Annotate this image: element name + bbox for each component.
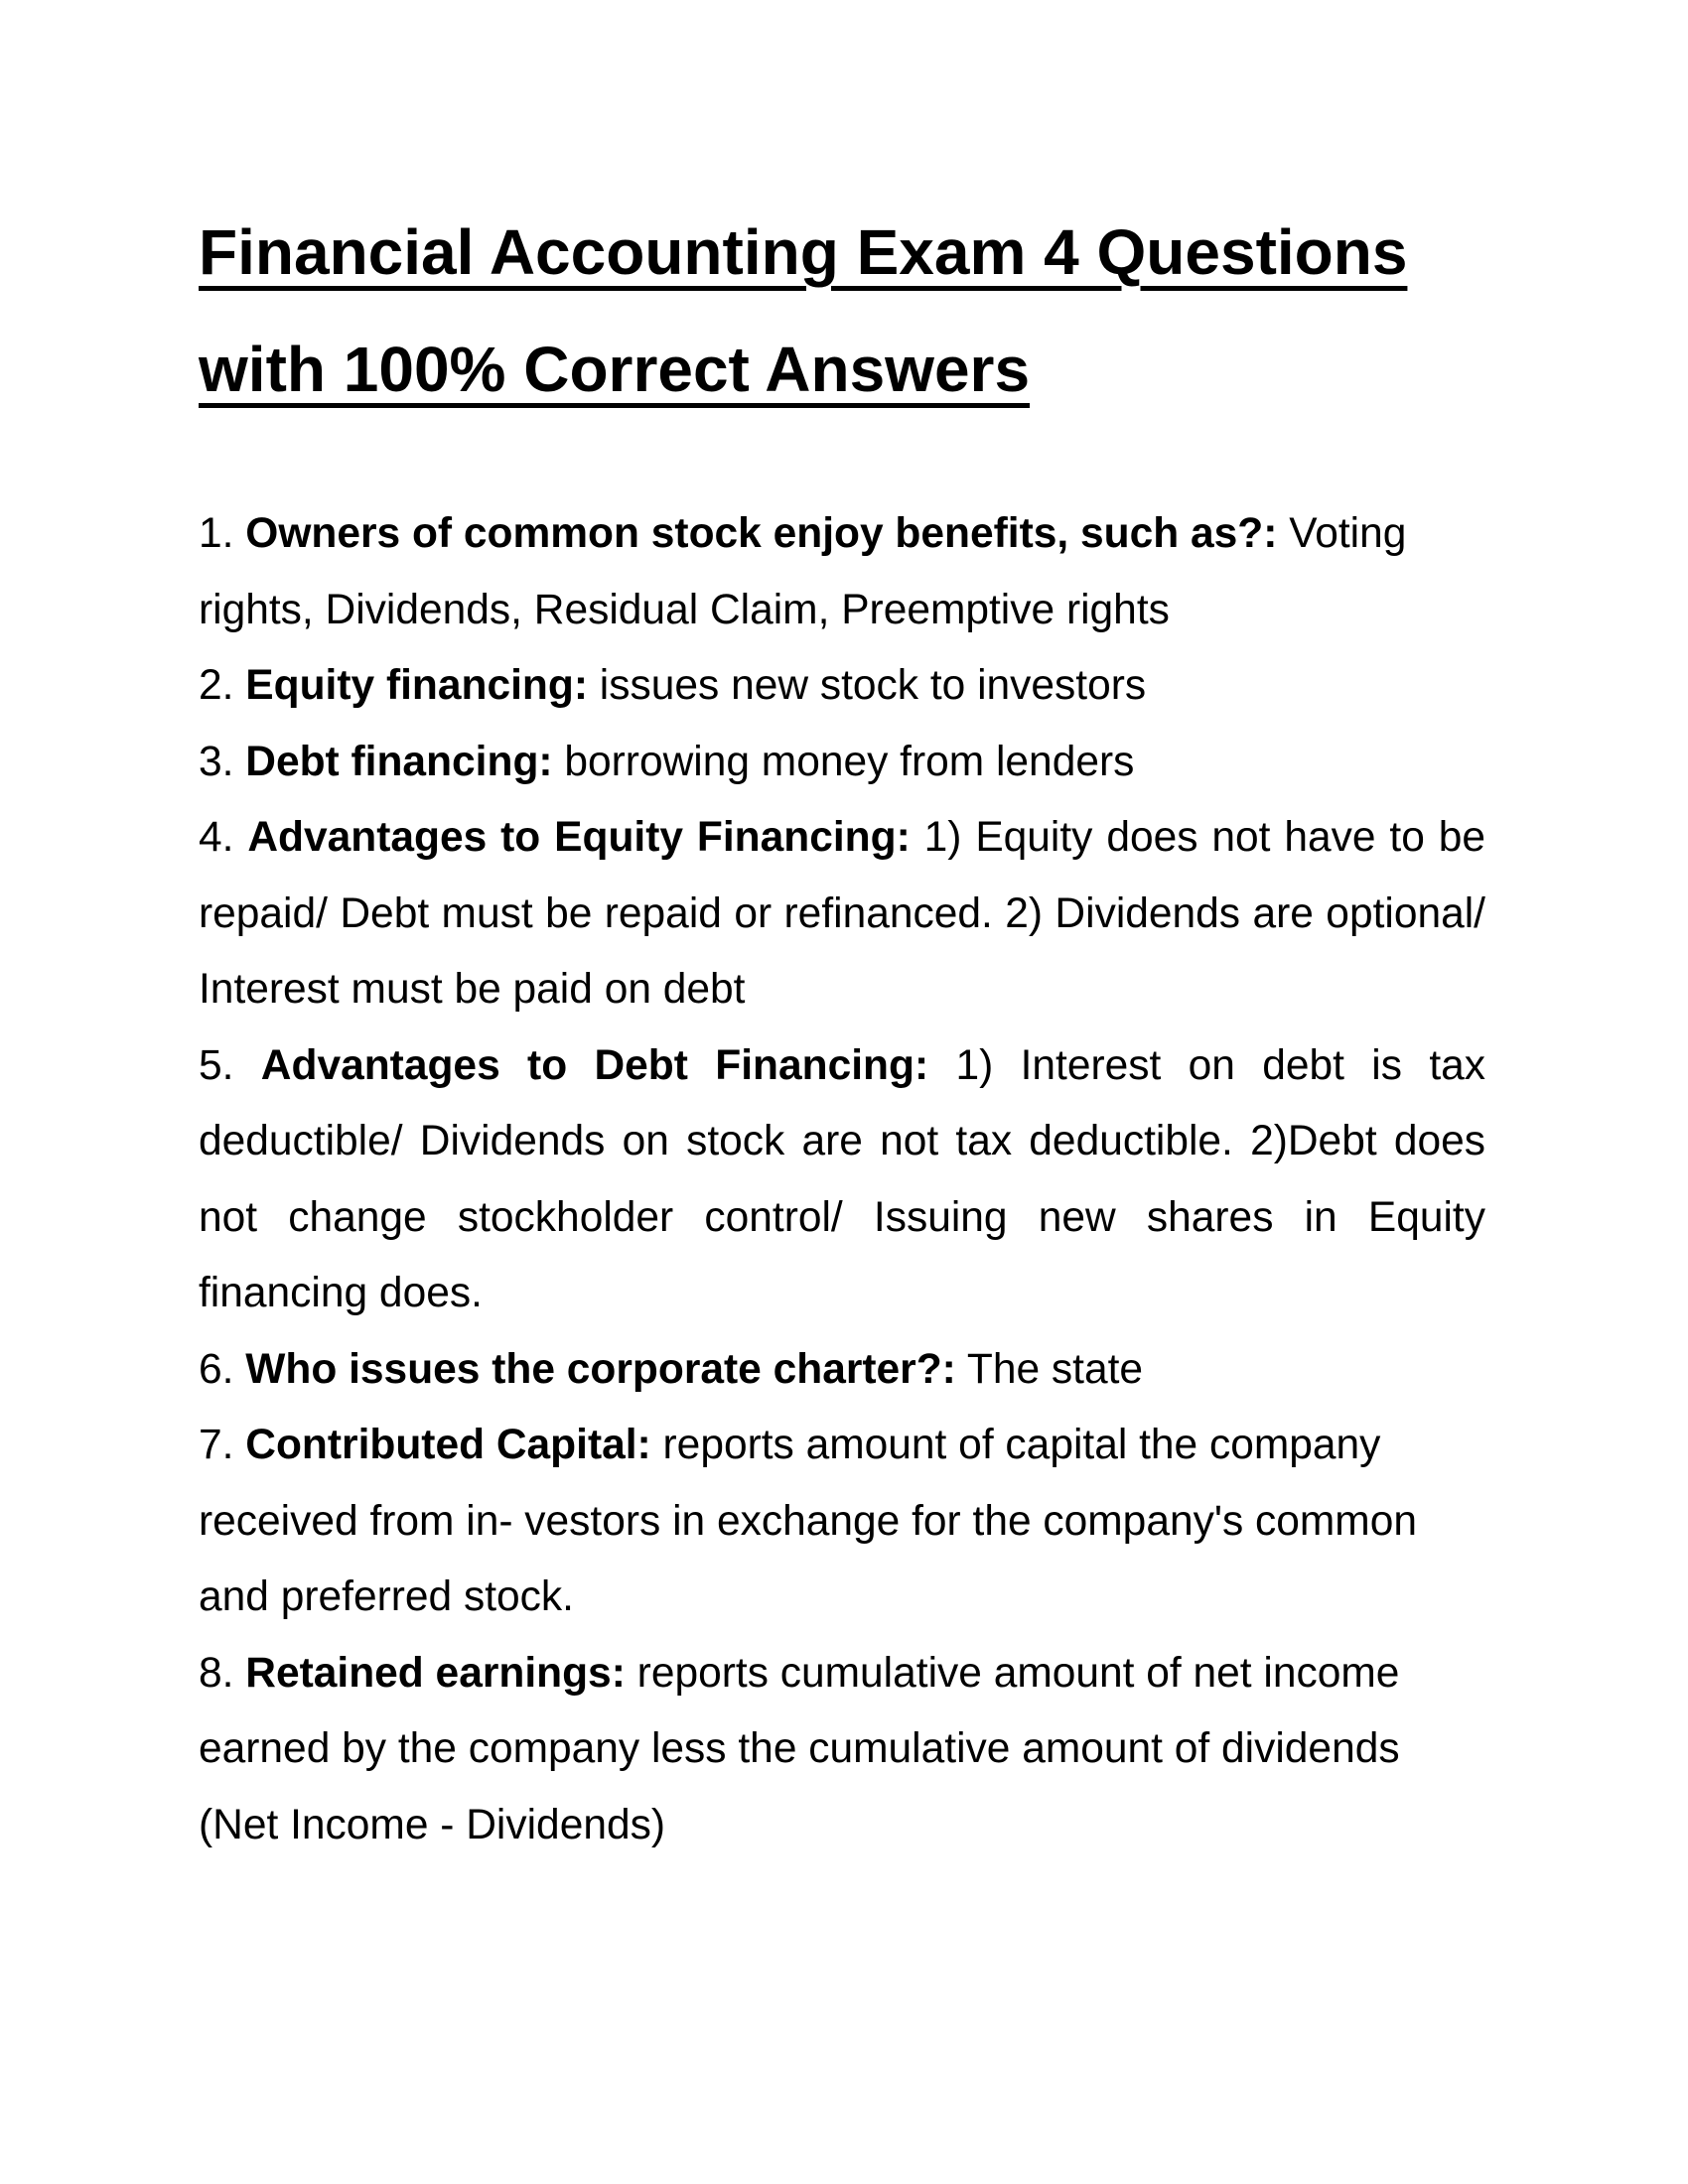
question-text: Owners of common stock enjoy benefits, such as?: bbox=[245, 510, 1278, 557]
qa-item-6 bbox=[199, 1332, 1485, 1409]
answer-text: borrowing money from lenders bbox=[564, 738, 1135, 785]
title-line-1: Financial Accounting Exam 4 Questions bbox=[199, 216, 1408, 288]
question-text: Debt financing: bbox=[245, 738, 553, 785]
item-number: 2. bbox=[199, 662, 234, 709]
question-text: Who issues the corporate charter?: bbox=[245, 1345, 956, 1393]
question-text: Contributed Capital: bbox=[245, 1422, 651, 1468]
item-number: 5. bbox=[199, 1041, 234, 1089]
title-line-2: with 100% Correct Answers bbox=[199, 334, 1031, 405]
qa-item-3 bbox=[199, 725, 1485, 801]
question-text: Advantages to Debt Financing: bbox=[260, 1041, 929, 1089]
answer-text: 1) Interest on debt is tax deductible/ Dividends on stock are not tax deductible. 2)Debt does not change stockholder control/ Issuing new shares in Equity financing does. bbox=[199, 1041, 1486, 1316]
question-text: Retained earnings: bbox=[245, 1649, 626, 1697]
qa-item-1 bbox=[199, 496, 1485, 648]
qa-item-5 bbox=[199, 1028, 1485, 1332]
answer-text: reports amount of capital the company received from in- vestors in exchange for the company's common and preferred stock. bbox=[199, 1422, 1417, 1620]
item-number: 8. bbox=[199, 1649, 234, 1697]
qa-item-4 bbox=[199, 800, 1485, 1028]
qa-item-7 bbox=[199, 1408, 1485, 1636]
question-text: Equity financing: bbox=[245, 662, 588, 709]
question-text: Advantages to Equity Financing: bbox=[247, 814, 911, 861]
item-number: 1. bbox=[199, 510, 234, 557]
answer-text: issues new stock to investors bbox=[599, 662, 1147, 709]
item-number: 7. bbox=[199, 1422, 234, 1468]
item-number: 4. bbox=[199, 814, 234, 861]
answer-text: Voting rights, Dividends, Residual Claim, Preemptive rights bbox=[199, 510, 1407, 633]
answer-text: 1) Equity does not have to be repaid/ Debt must be repaid or refinanced. 2) Dividends are optional/ Interest must be paid on debt bbox=[199, 814, 1485, 1013]
qa-item-8 bbox=[199, 1636, 1485, 1864]
answer-text: reports cumulative amount of net income earned by the company less the cumulative amount of dividends (Net Income - Dividends) bbox=[199, 1649, 1400, 1848]
document-title bbox=[199, 194, 1489, 428]
question-answer-list bbox=[199, 496, 1485, 1863]
item-number: 6. bbox=[199, 1345, 234, 1393]
item-number: 3. bbox=[199, 738, 234, 785]
answer-text: The state bbox=[966, 1345, 1144, 1393]
qa-item-2 bbox=[199, 648, 1485, 725]
